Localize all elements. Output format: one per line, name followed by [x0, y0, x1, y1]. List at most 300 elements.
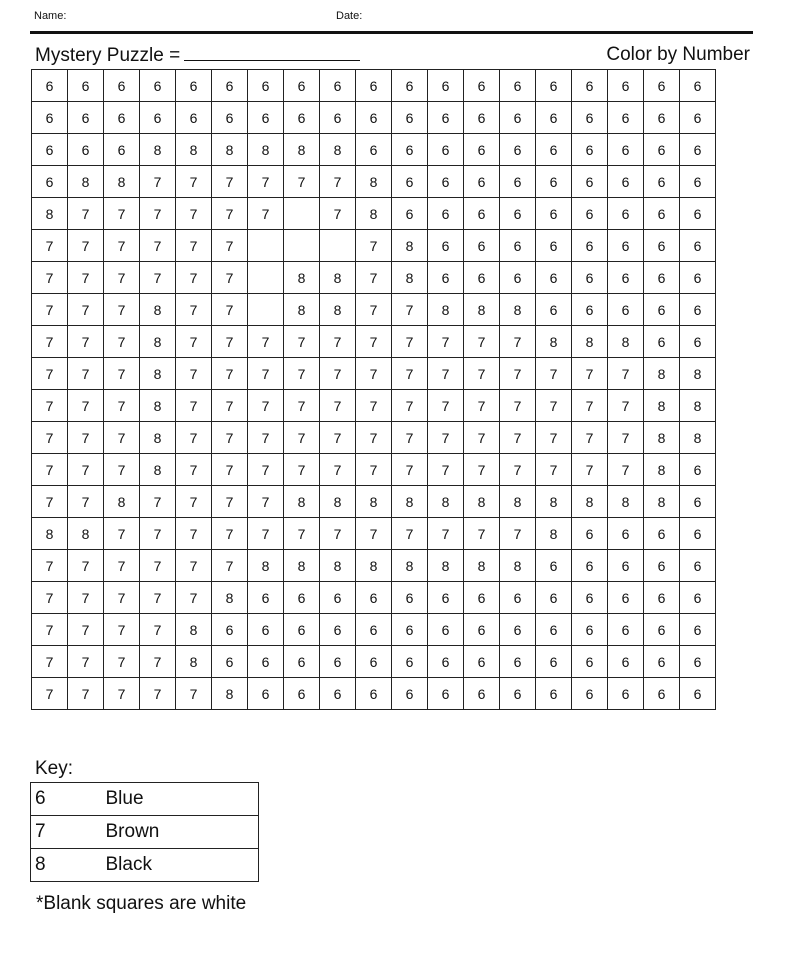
grid-cell: 7 — [140, 198, 176, 230]
grid-cell: 7 — [248, 358, 284, 390]
grid-cell: 8 — [536, 518, 572, 550]
grid-cell: 6 — [464, 646, 500, 678]
grid-cell: 8 — [356, 166, 392, 198]
grid-cell: 7 — [320, 326, 356, 358]
grid-cell: 6 — [680, 646, 716, 678]
grid-cell: 7 — [464, 518, 500, 550]
grid-cell: 7 — [356, 294, 392, 326]
grid-row — [32, 230, 716, 262]
grid-cell: 7 — [248, 198, 284, 230]
grid-cell: 7 — [356, 326, 392, 358]
grid-cell: 6 — [392, 678, 428, 710]
grid-cell: 7 — [176, 166, 212, 198]
grid-cell: 7 — [320, 358, 356, 390]
grid-cell: 6 — [572, 102, 608, 134]
grid-cell: 6 — [680, 582, 716, 614]
grid-cell: 6 — [536, 102, 572, 134]
grid-cell: 8 — [248, 550, 284, 582]
grid-cell: 8 — [212, 134, 248, 166]
grid-cell: 6 — [428, 166, 464, 198]
grid-cell: 7 — [104, 326, 140, 358]
grid-cell: 6 — [536, 230, 572, 262]
grid-cell: 6 — [644, 134, 680, 166]
grid-cell: 7 — [464, 358, 500, 390]
grid-row — [32, 294, 716, 326]
key-row — [31, 783, 259, 816]
grid-cell: 6 — [284, 646, 320, 678]
grid-cell: 8 — [104, 166, 140, 198]
grid-cell: 6 — [608, 294, 644, 326]
grid-cell: 7 — [500, 326, 536, 358]
grid-cell: 6 — [680, 134, 716, 166]
grid-cell: 6 — [644, 294, 680, 326]
grid-cell: 7 — [500, 518, 536, 550]
grid-cell: 6 — [464, 102, 500, 134]
grid-cell: 6 — [428, 262, 464, 294]
grid-cell: 7 — [176, 454, 212, 486]
grid-cell: 6 — [572, 614, 608, 646]
grid-row — [32, 422, 716, 454]
grid-cell: 7 — [212, 518, 248, 550]
grid-cell: 7 — [140, 262, 176, 294]
grid-cell: 7 — [176, 198, 212, 230]
grid-cell: 8 — [140, 358, 176, 390]
grid-cell: 7 — [608, 422, 644, 454]
grid-cell: 7 — [212, 486, 248, 518]
grid-cell: 6 — [428, 678, 464, 710]
grid-cell: 6 — [608, 678, 644, 710]
grid-cell: 7 — [320, 390, 356, 422]
grid-cell: 8 — [176, 134, 212, 166]
grid-cell: 6 — [464, 230, 500, 262]
grid-row — [32, 326, 716, 358]
grid-cell: 6 — [500, 262, 536, 294]
grid-cell: 8 — [680, 422, 716, 454]
grid-cell: 6 — [320, 614, 356, 646]
grid-cell: 8 — [680, 390, 716, 422]
grid-cell: 6 — [428, 198, 464, 230]
grid-cell: 6 — [572, 166, 608, 198]
grid-cell: 6 — [428, 230, 464, 262]
grid-cell: 8 — [284, 134, 320, 166]
grid-cell: 6 — [428, 70, 464, 102]
grid-cell: 7 — [320, 422, 356, 454]
grid-cell: 7 — [320, 518, 356, 550]
grid-cell: 7 — [608, 390, 644, 422]
grid-cell: 6 — [680, 230, 716, 262]
grid-cell: 6 — [680, 454, 716, 486]
grid-cell: 6 — [32, 134, 68, 166]
grid-cell: 7 — [392, 454, 428, 486]
grid-cell: 6 — [500, 166, 536, 198]
grid-cell: 6 — [500, 614, 536, 646]
grid-cell: 6 — [212, 70, 248, 102]
grid-cell: 7 — [176, 326, 212, 358]
grid-cell: 6 — [644, 198, 680, 230]
grid-cell: 6 — [248, 70, 284, 102]
grid-cell: 7 — [428, 390, 464, 422]
grid-cell: 6 — [428, 102, 464, 134]
grid-cell: 8 — [140, 454, 176, 486]
grid-cell: 7 — [32, 486, 68, 518]
grid-cell: 7 — [176, 358, 212, 390]
grid-cell: 6 — [464, 134, 500, 166]
grid-cell: 6 — [248, 614, 284, 646]
grid-cell: 6 — [608, 518, 644, 550]
grid-cell: 7 — [284, 518, 320, 550]
grid-cell: 8 — [176, 614, 212, 646]
grid-cell: 7 — [464, 454, 500, 486]
grid-cell: 7 — [212, 294, 248, 326]
grid-cell: 7 — [140, 230, 176, 262]
grid-cell: 7 — [32, 294, 68, 326]
grid-cell: 7 — [536, 454, 572, 486]
grid-cell: 6 — [392, 582, 428, 614]
grid-cell: 7 — [176, 486, 212, 518]
grid-cell: 6 — [500, 102, 536, 134]
grid-cell: 7 — [68, 678, 104, 710]
grid-cell: 7 — [176, 582, 212, 614]
grid-cell: 7 — [68, 294, 104, 326]
grid-cell: 6 — [464, 582, 500, 614]
grid-cell: 8 — [212, 678, 248, 710]
grid-cell: 6 — [392, 646, 428, 678]
grid-cell: 7 — [176, 550, 212, 582]
grid-cell: 7 — [140, 166, 176, 198]
grid-cell — [248, 294, 284, 326]
header-rule — [30, 31, 753, 34]
grid-cell: 7 — [248, 326, 284, 358]
grid-cell: 7 — [32, 390, 68, 422]
grid-cell: 7 — [32, 678, 68, 710]
grid-cell: 8 — [536, 326, 572, 358]
grid-cell: 6 — [680, 678, 716, 710]
grid-row — [32, 358, 716, 390]
grid-cell: 8 — [284, 550, 320, 582]
grid-cell: 6 — [608, 134, 644, 166]
grid-cell: 6 — [680, 486, 716, 518]
grid-cell: 7 — [176, 230, 212, 262]
grid-cell: 6 — [464, 614, 500, 646]
grid-cell: 7 — [212, 230, 248, 262]
grid-cell: 7 — [140, 486, 176, 518]
grid-cell: 7 — [212, 262, 248, 294]
grid-cell: 7 — [500, 390, 536, 422]
grid-cell: 7 — [536, 390, 572, 422]
grid-cell: 7 — [464, 390, 500, 422]
grid-cell: 8 — [536, 486, 572, 518]
grid-cell: 6 — [428, 582, 464, 614]
grid-cell: 7 — [212, 166, 248, 198]
grid-cell: 8 — [464, 294, 500, 326]
grid-cell: 7 — [248, 390, 284, 422]
grid-cell: 7 — [68, 422, 104, 454]
grid-cell: 7 — [500, 358, 536, 390]
grid-cell: 7 — [392, 518, 428, 550]
grid-cell: 6 — [572, 550, 608, 582]
date-label: Date: — [336, 10, 363, 22]
grid-cell: 7 — [176, 678, 212, 710]
grid-cell: 7 — [68, 646, 104, 678]
grid-cell: 7 — [32, 262, 68, 294]
grid-cell: 6 — [536, 294, 572, 326]
key-number: 7 — [31, 816, 106, 849]
grid-cell: 6 — [356, 70, 392, 102]
grid-cell: 7 — [104, 390, 140, 422]
grid-cell: 8 — [608, 326, 644, 358]
grid-cell: 6 — [536, 198, 572, 230]
grid-cell: 6 — [680, 326, 716, 358]
key-number: 6 — [31, 783, 106, 816]
grid-cell: 7 — [356, 518, 392, 550]
grid-cell: 6 — [320, 102, 356, 134]
grid-cell: 6 — [176, 102, 212, 134]
grid-cell: 7 — [140, 646, 176, 678]
grid-cell: 6 — [644, 326, 680, 358]
grid-cell: 7 — [32, 358, 68, 390]
grid-cell: 8 — [356, 550, 392, 582]
grid-cell: 7 — [248, 518, 284, 550]
grid-cell: 8 — [320, 550, 356, 582]
grid-cell: 7 — [176, 422, 212, 454]
grid-cell: 6 — [104, 102, 140, 134]
grid-cell: 6 — [284, 102, 320, 134]
grid-cell: 6 — [644, 678, 680, 710]
grid-cell: 6 — [536, 134, 572, 166]
grid-cell: 8 — [320, 486, 356, 518]
grid-cell: 7 — [284, 390, 320, 422]
answer-blank-line — [184, 44, 360, 61]
grid-cell: 7 — [68, 358, 104, 390]
grid-cell: 7 — [104, 454, 140, 486]
grid-cell: 6 — [608, 166, 644, 198]
grid-cell: 7 — [536, 422, 572, 454]
grid-cell: 8 — [392, 230, 428, 262]
grid-cell: 8 — [500, 294, 536, 326]
grid-cell: 6 — [572, 294, 608, 326]
puzzle-title-text: Mystery Puzzle = — [35, 45, 181, 66]
grid-cell: 6 — [104, 70, 140, 102]
grid-cell: 7 — [68, 326, 104, 358]
grid-cell: 6 — [248, 582, 284, 614]
grid-cell: 7 — [356, 230, 392, 262]
grid-cell: 7 — [572, 390, 608, 422]
grid-cell: 7 — [176, 518, 212, 550]
grid-cell: 6 — [464, 262, 500, 294]
grid-cell: 6 — [608, 198, 644, 230]
grid-cell: 6 — [572, 134, 608, 166]
grid-cell: 6 — [392, 198, 428, 230]
grid-row — [32, 198, 716, 230]
grid-cell: 7 — [212, 326, 248, 358]
grid-cell: 6 — [644, 262, 680, 294]
grid-cell: 8 — [500, 486, 536, 518]
grid-cell: 6 — [572, 230, 608, 262]
grid-cell: 7 — [140, 614, 176, 646]
grid-cell: 8 — [644, 390, 680, 422]
grid-cell: 6 — [356, 134, 392, 166]
grid-cell: 6 — [572, 198, 608, 230]
grid-cell: 7 — [356, 390, 392, 422]
grid-cell: 8 — [320, 134, 356, 166]
grid-cell: 8 — [680, 358, 716, 390]
grid-cell: 7 — [104, 294, 140, 326]
grid-cell: 7 — [392, 294, 428, 326]
grid-cell: 6 — [572, 646, 608, 678]
grid-cell: 7 — [104, 646, 140, 678]
grid-cell: 6 — [644, 518, 680, 550]
grid-cell: 7 — [392, 358, 428, 390]
grid-cell: 7 — [500, 422, 536, 454]
grid-cell: 7 — [392, 422, 428, 454]
grid-cell: 8 — [644, 454, 680, 486]
grid-cell: 6 — [392, 102, 428, 134]
grid-row — [32, 454, 716, 486]
grid-cell: 7 — [68, 550, 104, 582]
grid-cell: 7 — [140, 518, 176, 550]
grid-cell: 8 — [140, 326, 176, 358]
grid-cell: 7 — [428, 518, 464, 550]
grid-cell: 7 — [32, 422, 68, 454]
grid-cell: 6 — [392, 166, 428, 198]
grid-cell: 8 — [356, 198, 392, 230]
grid-cell: 7 — [248, 454, 284, 486]
grid-cell: 7 — [104, 198, 140, 230]
grid-cell: 8 — [32, 518, 68, 550]
grid-cell: 7 — [32, 230, 68, 262]
grid-cell: 6 — [644, 102, 680, 134]
grid-row — [32, 262, 716, 294]
grid-cell: 7 — [500, 454, 536, 486]
grid-cell: 8 — [140, 294, 176, 326]
grid-cell: 7 — [176, 262, 212, 294]
grid-cell: 7 — [356, 454, 392, 486]
grid-cell: 6 — [608, 646, 644, 678]
grid-cell: 7 — [176, 294, 212, 326]
grid-cell: 6 — [284, 582, 320, 614]
grid-cell: 6 — [536, 70, 572, 102]
grid-cell: 7 — [608, 454, 644, 486]
grid-cell: 7 — [320, 198, 356, 230]
grid-cell: 6 — [356, 646, 392, 678]
grid-cell: 8 — [284, 262, 320, 294]
key-row — [31, 816, 259, 849]
grid-cell: 7 — [104, 678, 140, 710]
grid-row — [32, 582, 716, 614]
grid-cell: 6 — [536, 166, 572, 198]
grid-cell: 7 — [32, 614, 68, 646]
puzzle-subtitle: Color by Number — [606, 44, 750, 65]
key-color-name: Black — [106, 849, 259, 882]
grid-cell: 7 — [428, 422, 464, 454]
grid-cell: 8 — [356, 486, 392, 518]
grid-row — [32, 614, 716, 646]
grid-cell: 6 — [644, 70, 680, 102]
grid-cell: 6 — [356, 678, 392, 710]
grid-cell: 6 — [392, 70, 428, 102]
grid-cell: 6 — [284, 70, 320, 102]
grid-cell: 6 — [248, 102, 284, 134]
grid-cell: 6 — [608, 550, 644, 582]
grid-cell: 8 — [428, 294, 464, 326]
grid-cell: 6 — [680, 550, 716, 582]
grid-cell: 7 — [140, 550, 176, 582]
grid-cell: 7 — [356, 422, 392, 454]
grid-cell: 7 — [212, 358, 248, 390]
grid-cell: 8 — [32, 198, 68, 230]
grid-cell: 6 — [644, 646, 680, 678]
grid-cell: 7 — [68, 582, 104, 614]
number-grid — [31, 69, 716, 710]
grid-row — [32, 134, 716, 166]
grid-cell: 7 — [284, 422, 320, 454]
grid-cell — [248, 262, 284, 294]
grid-cell: 6 — [644, 614, 680, 646]
grid-cell: 6 — [284, 678, 320, 710]
grid-cell: 7 — [212, 198, 248, 230]
grid-row — [32, 166, 716, 198]
grid-cell: 8 — [176, 646, 212, 678]
grid-cell: 6 — [392, 614, 428, 646]
grid-cell: 8 — [284, 486, 320, 518]
grid-cell: 6 — [248, 646, 284, 678]
grid-cell: 6 — [464, 166, 500, 198]
grid-cell: 6 — [320, 582, 356, 614]
grid-row — [32, 678, 716, 710]
grid-cell: 7 — [320, 166, 356, 198]
key-color-name: Blue — [106, 783, 259, 816]
grid-cell: 8 — [320, 262, 356, 294]
grid-cell: 7 — [212, 390, 248, 422]
grid-cell: 6 — [428, 134, 464, 166]
grid-cell: 7 — [392, 390, 428, 422]
grid-row — [32, 518, 716, 550]
grid-cell — [284, 230, 320, 262]
grid-cell: 6 — [536, 550, 572, 582]
grid-cell: 6 — [32, 102, 68, 134]
grid-cell: 6 — [104, 134, 140, 166]
grid-cell: 6 — [68, 70, 104, 102]
grid-cell: 6 — [680, 102, 716, 134]
grid-cell: 7 — [32, 582, 68, 614]
grid-cell: 6 — [248, 678, 284, 710]
grid-cell: 7 — [284, 454, 320, 486]
grid-cell: 6 — [500, 70, 536, 102]
grid-cell: 7 — [356, 262, 392, 294]
grid-cell: 6 — [212, 102, 248, 134]
grid-cell: 6 — [608, 70, 644, 102]
color-key-table — [30, 782, 259, 882]
grid-cell: 7 — [284, 326, 320, 358]
grid-cell: 6 — [392, 134, 428, 166]
grid-row — [32, 486, 716, 518]
grid-cell: 7 — [104, 422, 140, 454]
grid-cell: 7 — [248, 486, 284, 518]
grid-cell: 8 — [428, 486, 464, 518]
grid-cell: 6 — [32, 166, 68, 198]
grid-cell: 8 — [392, 550, 428, 582]
grid-cell: 7 — [320, 454, 356, 486]
grid-cell: 6 — [680, 166, 716, 198]
grid-cell: 6 — [644, 166, 680, 198]
grid-cell: 6 — [572, 582, 608, 614]
grid-cell: 8 — [284, 294, 320, 326]
grid-cell: 7 — [104, 582, 140, 614]
grid-cell: 7 — [32, 454, 68, 486]
grid-cell: 8 — [212, 582, 248, 614]
grid-cell: 6 — [500, 582, 536, 614]
grid-cell: 7 — [68, 454, 104, 486]
